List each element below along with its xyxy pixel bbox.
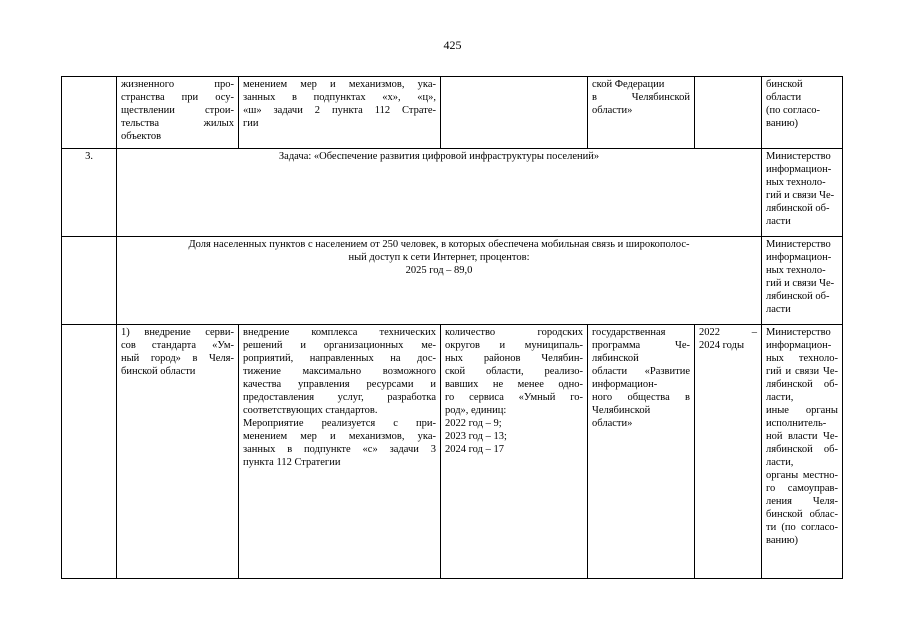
task-number: 3. [62,149,117,237]
cell-target-number [62,237,117,325]
plan-table [61,76,843,579]
task-executor-text: Министерство информацион- ных техноло- гий и связи Че- лябинской об- ласти [766,151,835,227]
table-row-target [62,237,843,325]
cell-measure-title [117,325,239,579]
table-row-measure [62,325,843,579]
period-end: 2024 годы [699,340,745,351]
task-title: Задача: «Обеспечение развития цифровой инфраструктуры поселений» [117,149,762,237]
cell-program [588,77,695,149]
cell-measure-number [62,325,117,579]
target-value: 2025 год – 89,0 [405,265,473,276]
executor-text: бинской области (по согласо- ванию) [766,79,820,129]
cell-measure-indicator [441,325,588,579]
cell-mechanism [239,77,441,149]
cell-indicator [441,77,588,149]
cell-measure-period [695,325,762,579]
target-executor-text: Министерство информацион- ных техноло- гий и связи Че- лябинской об- ласти [766,239,835,315]
cell-measure-name [117,77,239,149]
measure-program-text: государственная программа Че- лябинской области «Развитие информацион- ного общества в Челябинской области» [592,327,690,429]
table-row-continuation [62,77,843,149]
period-start: 2022 [699,327,720,338]
table-row-task [62,149,843,237]
cell-target-executor [762,237,843,325]
period-dash: – [751,327,757,338]
cell-measure-mechanism [239,325,441,579]
cell-number [62,77,117,149]
cell-task-executor [762,149,843,237]
mechanism-text: менением мер и механизмов, ука- занных в подпунктах «х», «ц», «ш» задачи 2 пункта 112 Страте- гии [243,79,436,129]
page-number: 425 [443,38,462,52]
cell-measure-executor [762,325,843,579]
measure-title-text: 1) внедрение серви- сов стандарта «Ум- ный город» в Челя- бинской области [121,327,234,377]
cell-measure-program [588,325,695,579]
target-indicator [117,237,762,325]
measure-mechanism-text: внедрение комплекса технических решений и организационных ме- роприятий, направленных на дос- тижение максимально возможного качества управления ресурсами и предоставления услуг, разработка соответствующих стандартов. Мероприятие реализуется с при- менением мер и механизмов, ука- занных в подпункте «с» задачи 3 пункта 112 Стратегии [243,327,436,468]
measure-indicator-text: количество городских округов и муниципаль- ных районов Челябин- ской области, реализо- вавших не менее одно- го сервиса «Умный го- род», единиц: 2022 год – 9; 2023 год – 13; 2024 год – 17 [445,327,583,455]
cell-period [695,77,762,149]
target-line-1: Доля населенных пунктов с населением от 250 человек, в которых обеспечена мобильная связь и широкополос- [188,239,690,250]
program-text: ской Федерации в Челябинской области» [592,79,690,116]
measure-name-text: жизненного про- странства при осу- ществлении строи- тельства жилых объектов [121,79,234,142]
cell-executor [762,77,843,149]
target-line-2: ный доступ к сети Интернет, процентов: [348,252,530,263]
measure-executor-text: Министерство информацион- ных техноло- гий и связи Че- лябинской об- ласти, иные органы исполнитель- ной власти Че- лябинской об- ласти, органы местно- го самоуправ- ления Челя- бинской облас- ти (по согласо- ванию) [766,327,838,546]
period-range [699,326,757,339]
